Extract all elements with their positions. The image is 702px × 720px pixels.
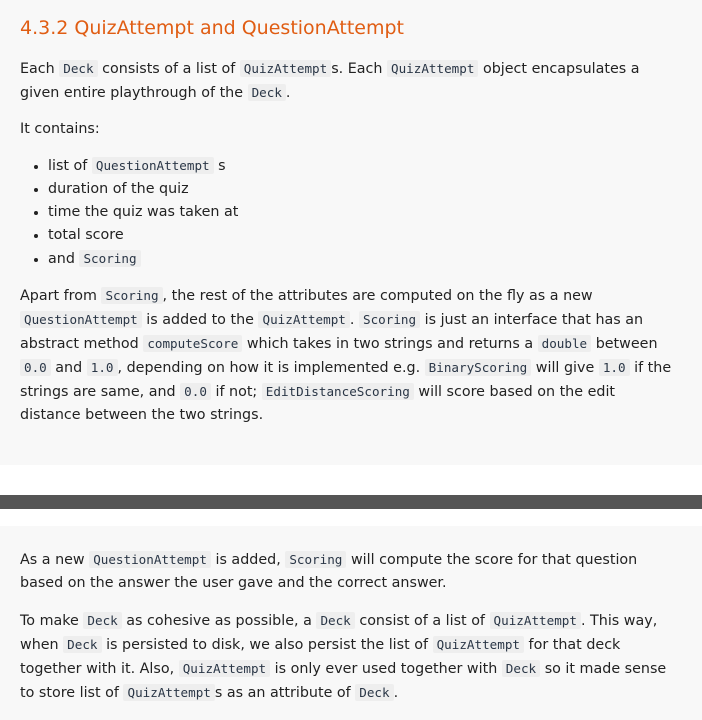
inline-code: QuestionAttempt [89,551,211,568]
list-item: • duration of the quiz [48,178,680,201]
bottom-panel [0,526,702,720]
attribute-list [20,154,680,271]
inline-code: 1.0 [599,359,630,376]
divider-bar [0,495,702,509]
inline-code: EditDistanceScoring [262,383,414,400]
inline-code: Deck [63,636,101,653]
inline-code: Scoring [79,250,140,267]
inline-code: QuizAttempt [179,660,270,677]
inline-code: QuizAttempt [433,636,524,653]
inline-code: 0.0 [180,383,211,400]
list-item: • time the quiz was taken at [48,201,680,224]
inline-code: QuizAttempt [258,311,349,328]
paragraph-deck-intro: Each Deck consists of a list of QuizAttempt s. Each QuizAttempt object encapsulates a given entire playthrough of the Deck . [20,61,640,101]
inline-code: Deck [59,60,97,77]
inline-code: Scoring [359,311,420,328]
inline-code: Deck [502,660,540,677]
list-item: • list of QuestionAttempt s [48,154,680,178]
inline-code: QuizAttempt [240,60,331,77]
inline-code: Deck [83,612,121,629]
list-item: • total score [48,224,680,247]
section-heading: 4.3.2 QuizAttempt and QuestionAttempt [20,17,404,39]
inline-code: Deck [316,612,354,629]
paragraph-contains: It contains: [20,121,100,137]
paragraph-cohesion: To make Deck as cohesive as possible, a Deck consist of a list of QuizAttempt . This way, when Deck is persisted to disk, we also persist the list of QuizAttempt for that deck together with it. Also, QuizAttempt is only ever used together with Deck so it made sense to store list of QuizAttempt s as an attribute of Deck . [20,613,667,701]
inline-code: Deck [355,684,393,701]
inline-code: Scoring [101,287,162,304]
inline-code: computeScore [143,335,242,352]
inline-code: QuizAttempt [490,612,581,629]
inline-code: 1.0 [87,359,118,376]
inline-code: Deck [248,84,286,101]
inline-code: QuestionAttempt [20,311,142,328]
inline-code: Scoring [285,551,346,568]
inline-code: QuizAttempt [123,684,214,701]
inline-code: double [538,335,592,352]
list-item: • and Scoring [48,247,680,271]
paragraph-compute-score: As a new QuestionAttempt is added, Scoring will compute the score for that question based on the answer the user gave and the correct answer. [20,552,638,591]
inline-code: QuizAttempt [387,60,478,77]
inline-code: BinaryScoring [425,359,532,376]
inline-code: 0.0 [20,359,51,376]
paragraph-scoring: Apart from Scoring , the rest of the attributes are computed on the fly as a new QuestionAttempt is added to the QuizAttempt . Scoring is just an interface that has an abstract method computeScore which takes in two strings and returns a double between 0.0 and 1.0 , depending on how it is implemented e.g. BinaryScoring will give 1.0 if the strings are same, and 0.0 if not; EditDistanceScoring will score based on the edit distance between the two strings. [20,288,672,423]
inline-code: QuestionAttempt [92,157,214,174]
